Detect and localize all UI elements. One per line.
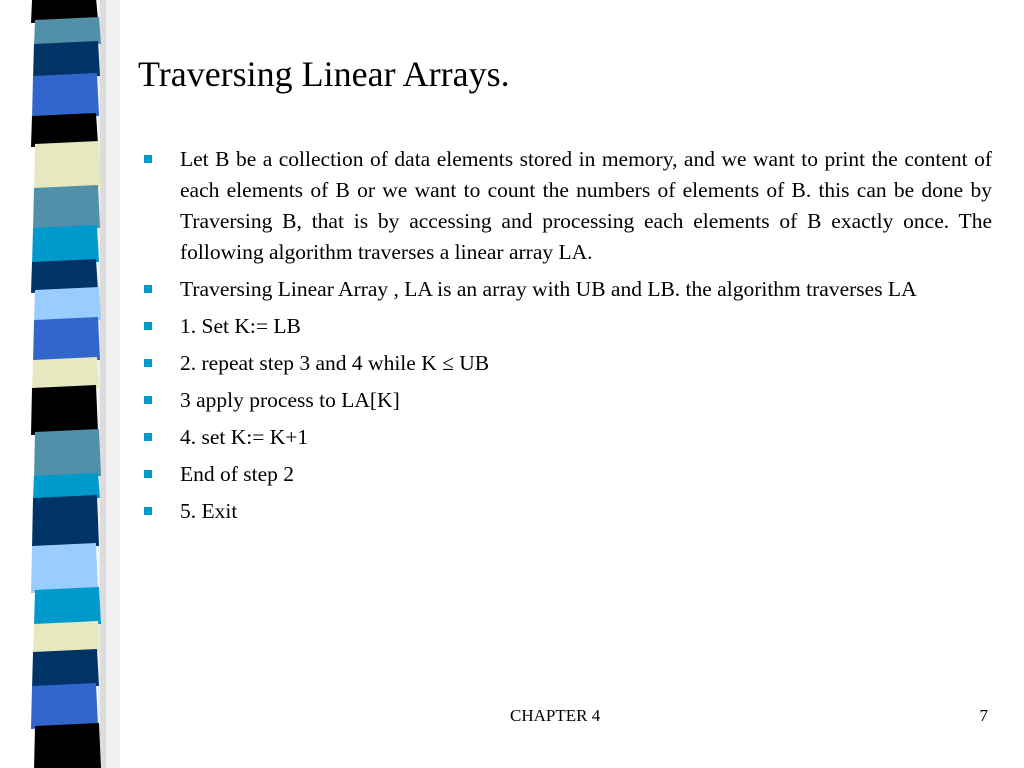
bullet-text: 2. repeat step 3 and 4 while K ≤ UB	[180, 351, 490, 375]
square-bullet-icon	[144, 470, 152, 478]
bullet-item	[140, 422, 992, 453]
stripe-band	[34, 141, 101, 191]
stripe-band	[32, 73, 99, 119]
stripe-band	[33, 41, 100, 79]
bullet-list	[140, 144, 992, 533]
stripe-band	[34, 429, 101, 479]
bullet-item	[140, 385, 992, 416]
bullet-text: End of step 2	[180, 462, 295, 486]
bullet-item	[140, 144, 992, 268]
slide-number: 7	[979, 706, 988, 725]
slide-title: Traversing Linear Arrays.	[138, 54, 510, 94]
square-bullet-icon	[144, 507, 152, 515]
stripe-band	[31, 385, 98, 435]
bullet-text: 4. set K:= K+1	[180, 425, 309, 449]
bullet-item	[140, 274, 992, 305]
stripe-band	[34, 587, 101, 627]
square-bullet-icon	[144, 285, 152, 293]
bullet-text: 3 apply process to LA[K]	[180, 388, 400, 412]
bullet-text: Traversing Linear Array , LA is an array with UB and LB. the algorithm traverses LA	[180, 277, 917, 301]
square-bullet-icon	[144, 396, 152, 404]
decorative-stripe-border	[0, 0, 120, 768]
square-bullet-icon	[144, 359, 152, 367]
bullet-text: Let B be a collection of data elements stored in memory, and we want to print the content of each elements of B or we want to count the numbers of elements of B. this can be done by Traversing B, that is by accessing and processing each elements of B exactly once. The following algorithm traverses a linear array LA.	[180, 147, 992, 264]
bullet-item	[140, 496, 992, 527]
bullet-item	[140, 311, 992, 342]
stripe-shadow	[100, 0, 106, 768]
footer-chapter-label: CHAPTER 4	[510, 706, 601, 725]
stripe-band	[31, 683, 98, 729]
stripe-band	[31, 543, 98, 593]
bullet-item	[140, 348, 992, 379]
stripe-band	[34, 723, 101, 768]
stripe-band	[33, 185, 100, 231]
stripe-band	[32, 225, 99, 265]
square-bullet-icon	[144, 322, 152, 330]
stripe-band	[32, 649, 99, 689]
bullet-item	[140, 459, 992, 490]
square-bullet-icon	[144, 433, 152, 441]
bullet-text: 5. Exit	[180, 499, 238, 523]
stripe-bands	[31, 0, 101, 768]
square-bullet-icon	[144, 155, 152, 163]
bullet-text: 1. Set K:= LB	[180, 314, 301, 338]
stripe-band	[32, 495, 99, 549]
stripe-band	[33, 317, 100, 363]
